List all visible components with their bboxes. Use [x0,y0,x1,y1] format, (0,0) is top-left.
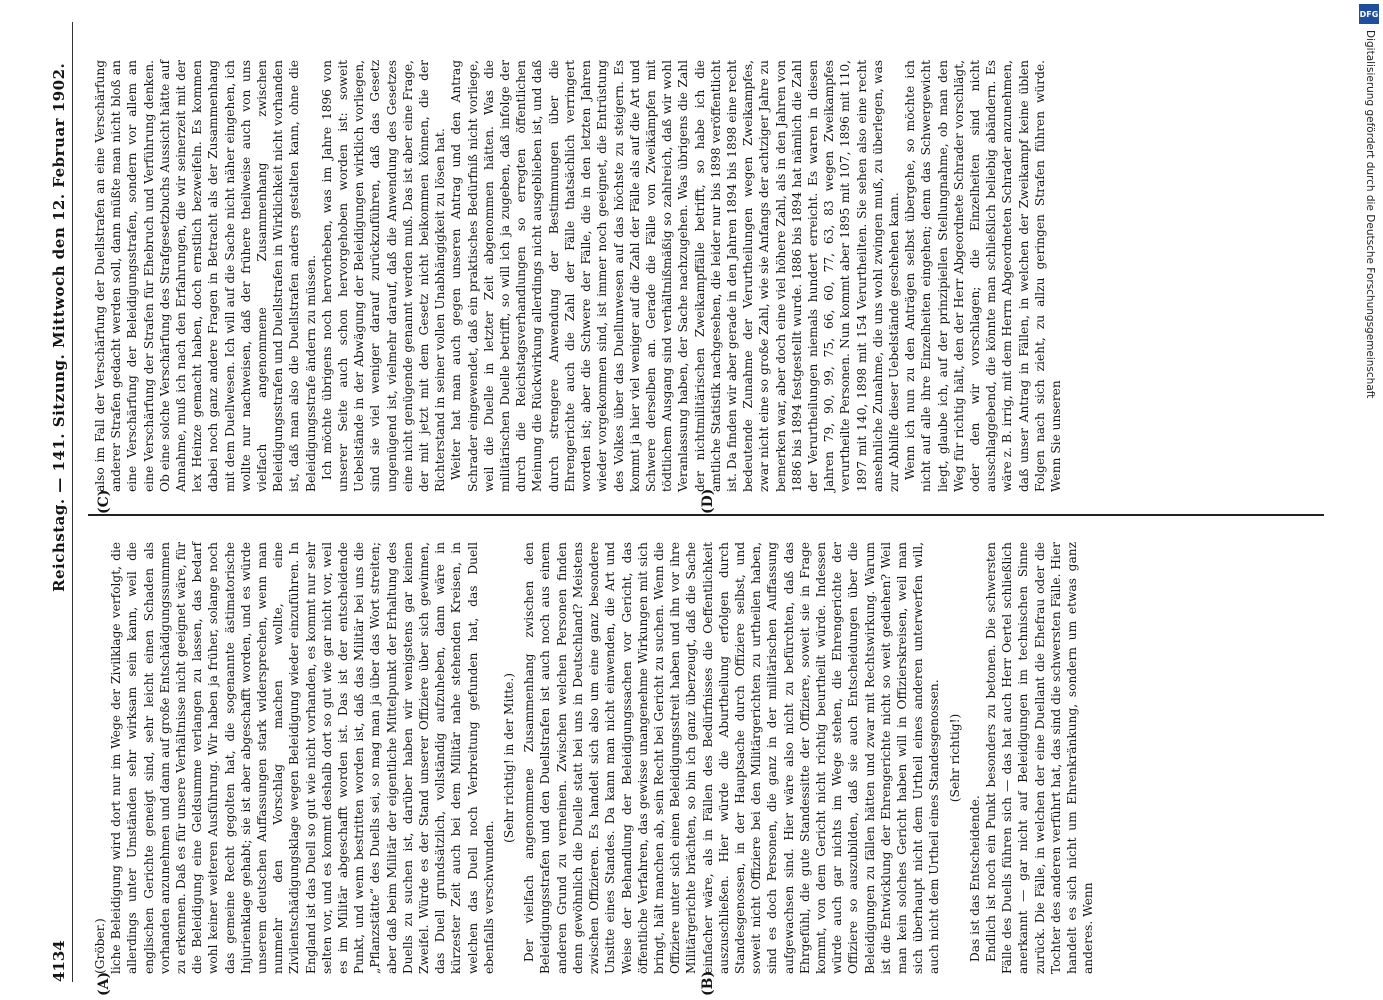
header-rule [72,22,73,982]
credit-text-wrapper [1357,30,1383,650]
paragraph: Das ist das Entscheidende. [967,795,982,962]
interjection: (Sehr richtig! in der Mitte.) [502,673,517,843]
paragraph: liche Beleidigung wird dort nur im Wege der Zivilklage verfolgt, die allerdings unter Umständen sehr wirksam sein kann, weil die englischen Gerichte geneigt sind, sehr leicht einen Schaden als vorhanden anzunehmen und dann auf große Entschädigungssummen zu erkennen. Daß es für unsere Verhältnisse nicht geeignet wäre, für die Beleidigung eine Geldsumme verlangen zu lassen, das bedarf wohl keiner weiteren Ausführung. Wir haben ja früher, solange noch das gemeine Recht gegolten hat, die sogenannte ästimatorische Injurienklage gehabt; sie ist aber abgeschafft worden, und es würde unserem deutschen Auffassungen stark widersprechen, wenn man nunmehr den Vorschlag machen wollte, eine Zivilentschädigungsklage wegen Beleidigung wieder einzuführen. In England ist das Duell so gut wie nicht vorhanden, es kommt nur sehr selten vor, und es kommt deshalb dort so gut wie gar nicht vor, weil es im Militär abgeschafft worden ist. Das ist der entscheidende Punkt, und wenn bestritten worden ist, daß das Militär bei uns die „Pflanzstätte“ des Duells sei, so mag man ja über das Wort streiten; aber daß beim Militär der eigentliche Mittelpunkt der Erhaltung des Duells zu suchen ist, darüber haben wir wenigstens gar keinen Zweifel. Würde es der Stand unserer Offiziere über sich gewinnen, das Duell grundsätzlich, vollständig aufzuheben, dann wäre in kürzester Zeit auch bei dem Militär nahe stehenden Kreisen, in welchen das Duell noch Verbreitung gefunden hat, das Duell ebenfalls verschwunden. [109,542,496,974]
paragraph: Wenn ich nun zu den Anträgen selbst übergehe, so möchte ich nicht auf alle ihre Einzelheiten eingehen; denn das Schwergewicht liegt, glaube ich, auf der prinzipiellen Stellungnahme, ob man den Weg für richtig hält, den der Herr Abgeordnete Schrader vorschlägt, oder den wir vorschlagen; die Einzelheiten sind nicht ausschlaggebend, die könnte man schließlich beliebig abändern. Es wäre z. B. irrig, mit dem Herrn Abgeordneten Schrader anzunehmen, daß unser Antrag in Fällen, in welchen der Zweikampf keine üblen Folgen nach sich zieht, zu allzu geringen Strafen führen würde. Wenn Sie unseren [903,60,1063,492]
digitization-credit [1357,0,1383,1000]
page-title: Reichstag. — 141. Sitzung. Mittwoch den 12. Februar 1902. [50,62,68,592]
paragraph: Weiter hat man auch gegen unseren Antrag und den Antrag Schrader eingewendet, daß ein praktisches Bedürfniß nicht vorliege, weil die Duelle in letzter Zeit abgenommen hätten. Was die militärischen Duelle betrifft, so will ich ja zugeben, daß infolge der durch die Reichstagsverhandlungen so erregten öffentlichen Meinung die Rückwirkung allerdings nicht ausgeblieben ist, und daß durch strengere Anwendung der Bestimmungen über die Ehrengerichte auch die Zahl der Fälle thatsächlich verringert worden ist; aber die Schwere der Fälle, die in den letzten Jahren wieder vorgekommen sind, ist immer noch geeignet, die Entrüstung des Volkes über das Duellunwesen auf das höchste zu steigern. Es kommt ja hier viel weniger auf die Zahl der Fälle als auf die Art und Schwere derselben an. Gerade die Fälle von Zweikämpfen mit tödtlichem Ausgang sind verhältnißmäßig so zahlreich, daß wir wohl Veranlassung haben, der Sache nachzugehen. Was übrigens die Zahl der nichtmilitärischen Zweikampffälle betrifft, so habe ich die amtliche Statistik nachgesehen, die leider nur bis 1898 veröffentlicht ist. Da finden wir aber gerade in den Jahren 1894 bis 1898 eine recht bedeutende Zunahme der Verurtheilungen wegen Zweikampfes, zwar nicht eine so große Zahl, wie sie Anfangs der achtziger Jahre zu bemerken war, aber doch eine viel höhere Zahl, als in den Jahren von 1886 bis 1894 festgestellt wurde. 1886 bis 1894 hat nämlich die Zahl der Verurtheilungen niemals hundert erreicht. Es waren in diesen Jahren 79, 90, 99, 75, 66, 60, 77, 63, 83 wegen Zweikampfes verurtheilte Personen. Nun kommt aber 1895 mit 107, 1896 mit 110, 1897 mit 140, 1898 mit 154 Verurtheilten. Sie sehen also eine recht ansehnliche Zunahme, die uns wohl zwingen muß, zu überlegen, was zur Abhilfe dieser Uebelstände geschehen kann. [449,60,901,492]
paragraph: Ich möchte übrigens noch hervorheben, was im Jahre 1896 von unserer Seite auch schon hervorgehoben worden ist: soweit Uebelstände in der Abwägung der Beleidigungen wirklich vorliegen, sind sie viel weniger darauf zurückzuführen, daß das Gesetz ungenügend ist, vielmehr darauf, daß die Anwendung des Gesetzes eine nicht genügende genannt werden muß. Das ist aber eine Frage, der mit jetzt mit dem Gesetz nicht beikommen können, die der Richterstand in seiner vollen Unabhängigkeit zu lösen hat. [319,60,448,492]
page-number: 4134 [50,940,68,982]
dfg-logo: DFG [1359,4,1379,24]
page-header [50,22,76,982]
credit-text: Digitalisierung gefördert durch die Deutsche Forschungsgemeinschaft [1364,30,1376,399]
margin-letter-a: (A) [96,971,112,996]
paragraph: Endlich ist noch ein Punkt besonders zu betonen. Die schwersten Fälle des Duells führen sich — das hat auch Herr Oertel schließlich anerkannt — gar nicht auf Beleidigungen im technischen Sinne zurück. Die Fälle, in welchen der eine Duellant die Ehefrau oder die Tochter des anderen verführt hat, das sind die schwersten Fälle. Hier handelt es sich nicht um Ehrenkränkung, sondern um etwas ganz anderes. Wenn [983,542,1096,974]
paragraph: Der vielfach angenommene Zusammenhang zwischen den Beleidigungsstrafen und den Duellstrafen ist auch noch aus einem anderen Grund zu verneinen. Zwischen welchen Personen finden denn gewöhnlich die Duelle statt bei uns in Deutschland? Meistens zwischen Offizieren. Es handelt sich also um eine ganz besondere Unsitte eines Standes. Da kann man nicht einwenden, die Art und Weise der Behandlung der Beleidigungssachen vor Gericht, das öffentliche Verfahren, das gewisse unangenehme Wirkungen mit sich bringt, hält manchen ab, sein Recht bei Gericht zu suchen. Wenn die Offiziere unter sich einen Beleidigungsstreit haben und ihn vor ihre Militärgerichte brächten, so bin ich ganz überzeugt, daß die Sache einfacher wäre, als in Fällen des Bedürfnisses die Oeffentlichkeit auszuschließen. Hier würde die Aburtheilung erfolgen durch Standesgenossen, in der Hauptsache durch Offiziere selbst, und soweit nicht Offiziere bei den Militärgerichten zu urtheilen haben, sind es doch Personen, die ganz in der militärischen Auffassung aufgewachsen sind. Hier wäre also nicht zu befürchten, daß das Ehrgefühl, die gute Standessitte der Offiziere, soweit sie in Frage kommt, von dem Gericht nicht richtig beurtheilt würde. Indessen würde auch gar nichts im Wege stehen, die Ehrengerichte der Offiziere so auszubilden, daß sie auch Entscheidungen über die Beleidigungen zu fällen hätten und zwar mit Rechtswirkung. Warum ist die Entwicklung der Ehrengerichte nicht so weit gediehen? Weil man kein solches Gericht haben will in Offizierskreisen, weil man sich überhaupt nicht dem Urtheil eines anderen unterwerfen will, auch nicht dem Urtheil eines Standesgenossen. [522,542,942,974]
text-column-left [92,542,1096,974]
speaker-name: (Gröber.) [93,918,107,974]
column-divider [88,514,1324,516]
margin-letter-d: (D) [700,488,716,514]
paragraph: also im Fall der Verschärfung der Duellstrafen an eine Verschärfung anderer Strafen gedacht werden soll, dann müßte man nicht bloß an eine Verschärfung der Beleidigungsstrafen, sondern vor allem an eine Verschärfung der Strafen für Ehebruch und Verführung denken. Ob eine solche Verschärfung des Strafgesetzbuchs Aussicht hätte auf Annahme, muß ich nach den Erfahrungen, die wir seinerzeit mit der lex Heinze gemacht haben, doch ernstlich bezweifeln. Es kommen dabei noch ganz andere Fragen in Betracht als der Zusammenhang mit dem Duellwesen. Ich will auf die Sache nicht näher eingehen, ich wollte nur nachweisen, daß der frühere theilweise auch von uns vielfach angenommene Zusammenhang zwischen Beleidigungsstrafen und Duellstrafen in Wirklichkeit nicht vorhanden ist, daß man also die Duellstrafen anders gestalten kann, ohne die Beleidigungsstrafe ändern zu müssen. [93,60,318,492]
interjection: (Sehr richtig!) [947,713,962,803]
text-column-right [92,60,1312,492]
margin-letter-c: (C) [96,489,112,514]
margin-letter-b: (B) [700,970,716,996]
